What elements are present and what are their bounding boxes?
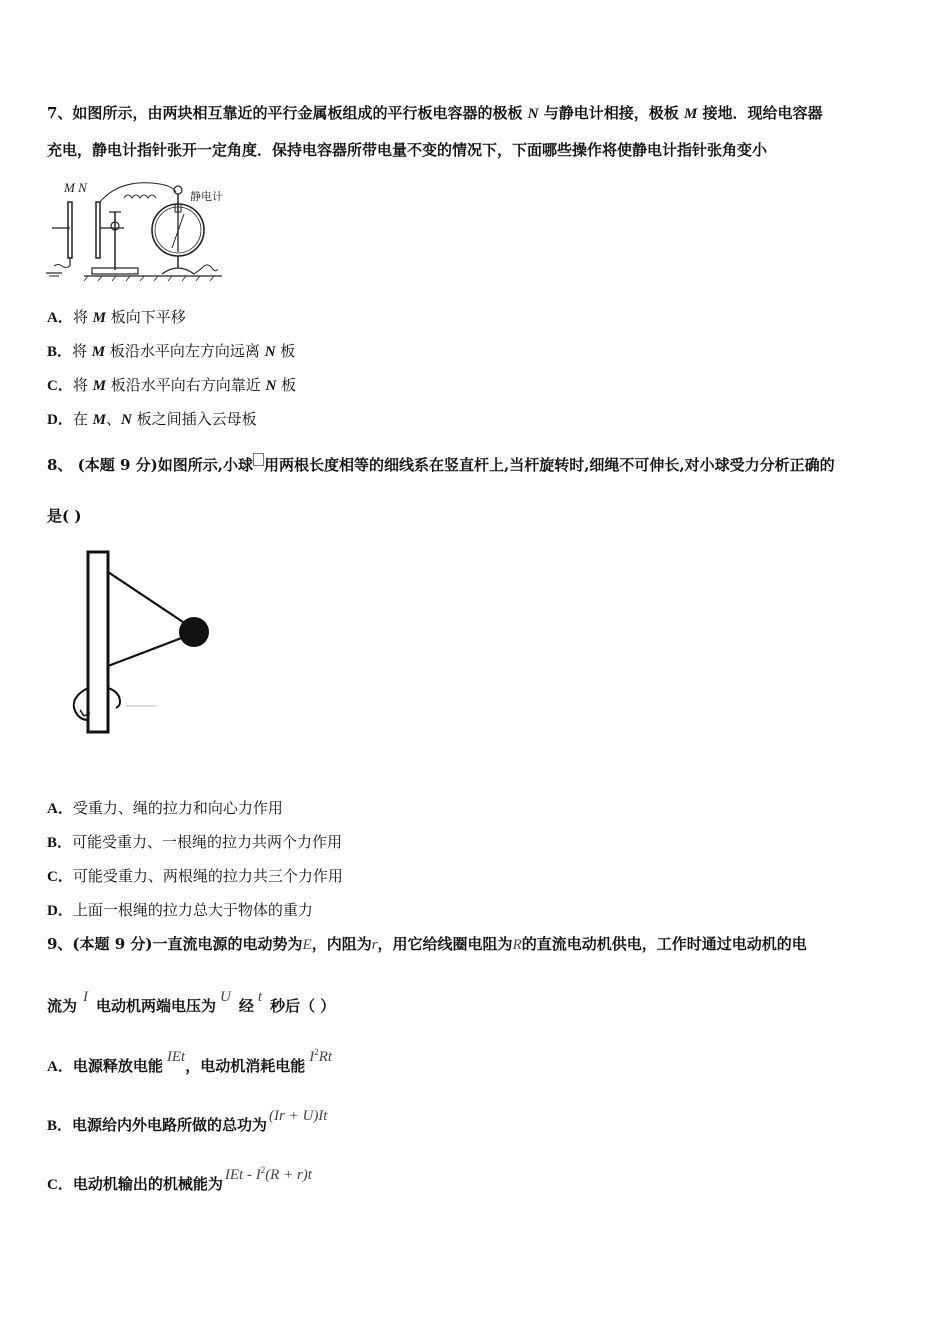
plate-m — [68, 202, 72, 258]
missing-glyph-box — [253, 453, 264, 466]
q7-capacitor-figure — [44, 178, 234, 284]
q7-text: 7、如图所示，由两块相互靠近的平行金属板组成的平行板电容器的极板 — [47, 104, 528, 122]
q9-option-a[interactable]: A．电源释放电能 IEt，电动机消耗电能 $I^2Rt$ — [47, 1047, 333, 1075]
lower-string — [108, 634, 192, 666]
plate-n-symbol: N — [527, 106, 539, 122]
internal-resistance-symbol: r — [371, 937, 378, 953]
q9-option-c[interactable]: C．电动机输出的机械能为 IEt - $I^2(R + r)t$ — [47, 1165, 312, 1193]
q7-option-a[interactable]: A．将 M 板向下平移 — [47, 308, 186, 326]
emf-symbol: E — [302, 937, 312, 953]
current-symbol: I — [83, 989, 89, 1005]
q8-stem-line1: 8、 (本题 9 分)如图所示,小球 用两根长度相等的细线系在竖直杆上,当杆旋转时,细绳不可伸长,对小球受力分析正确的 — [47, 455, 835, 475]
q9-stem-line1: 9、(本题 9 分)一直流电源的电动势为E，内阻为r，用它给线圈电阻为R的直流电动机供电，工作时通过电动机的电 — [47, 935, 807, 953]
ball — [179, 617, 209, 647]
coil-resistance-symbol: R — [512, 937, 522, 953]
voltage-symbol: U — [220, 989, 231, 1005]
q8-option-b[interactable]: B．可能受重力、一根绳的拉力共两个力作用 — [47, 833, 343, 851]
vertical-rod — [88, 552, 108, 732]
q7-electrometer-label: 静电计 — [190, 190, 223, 203]
q8-option-a[interactable]: A．受重力、绳的拉力和向心力作用 — [47, 799, 283, 817]
time-symbol: t — [257, 989, 263, 1005]
plate-n — [96, 202, 100, 258]
q9-stem-line2: 流为 I 电动机两端电压为 U 经 t 秒后（ ） — [47, 989, 336, 1015]
q7-option-d[interactable]: D．在 M、N 板之间插入云母板 — [47, 410, 257, 428]
q7-option-c[interactable]: C．将 M 板沿水平向右方向靠近 N 板 — [47, 376, 297, 394]
q8-rod-ball-figure — [66, 548, 226, 738]
plate-m-symbol: M — [683, 106, 698, 122]
q8-stem-line2: 是( ) — [47, 507, 82, 525]
q7-option-b[interactable]: B．将 M 板沿水平向左方向远离 N 板 — [47, 342, 296, 360]
q9-option-b[interactable]: B．电源给内外电路所做的总功为 (Ir + U)It — [47, 1108, 328, 1134]
q7-text: 与静电计相接，极板 — [538, 104, 684, 122]
q8-option-d[interactable]: D．上面一根绳的拉力总大于物体的重力 — [47, 901, 313, 919]
q7-text: 接地．现给电容器 — [697, 104, 823, 122]
q8-option-c[interactable]: C．可能受重力、两根绳的拉力共三个力作用 — [47, 867, 343, 885]
q7-stem-line2: 充电，静电计指针张开一定角度．保持电容器所带电量不变的情况下，下面哪些操作将使静电计指针张角变小 — [47, 141, 768, 159]
q7-stem-line1 — [47, 103, 823, 124]
q7-mn-label: M N — [64, 180, 87, 195]
upper-string — [108, 572, 192, 628]
